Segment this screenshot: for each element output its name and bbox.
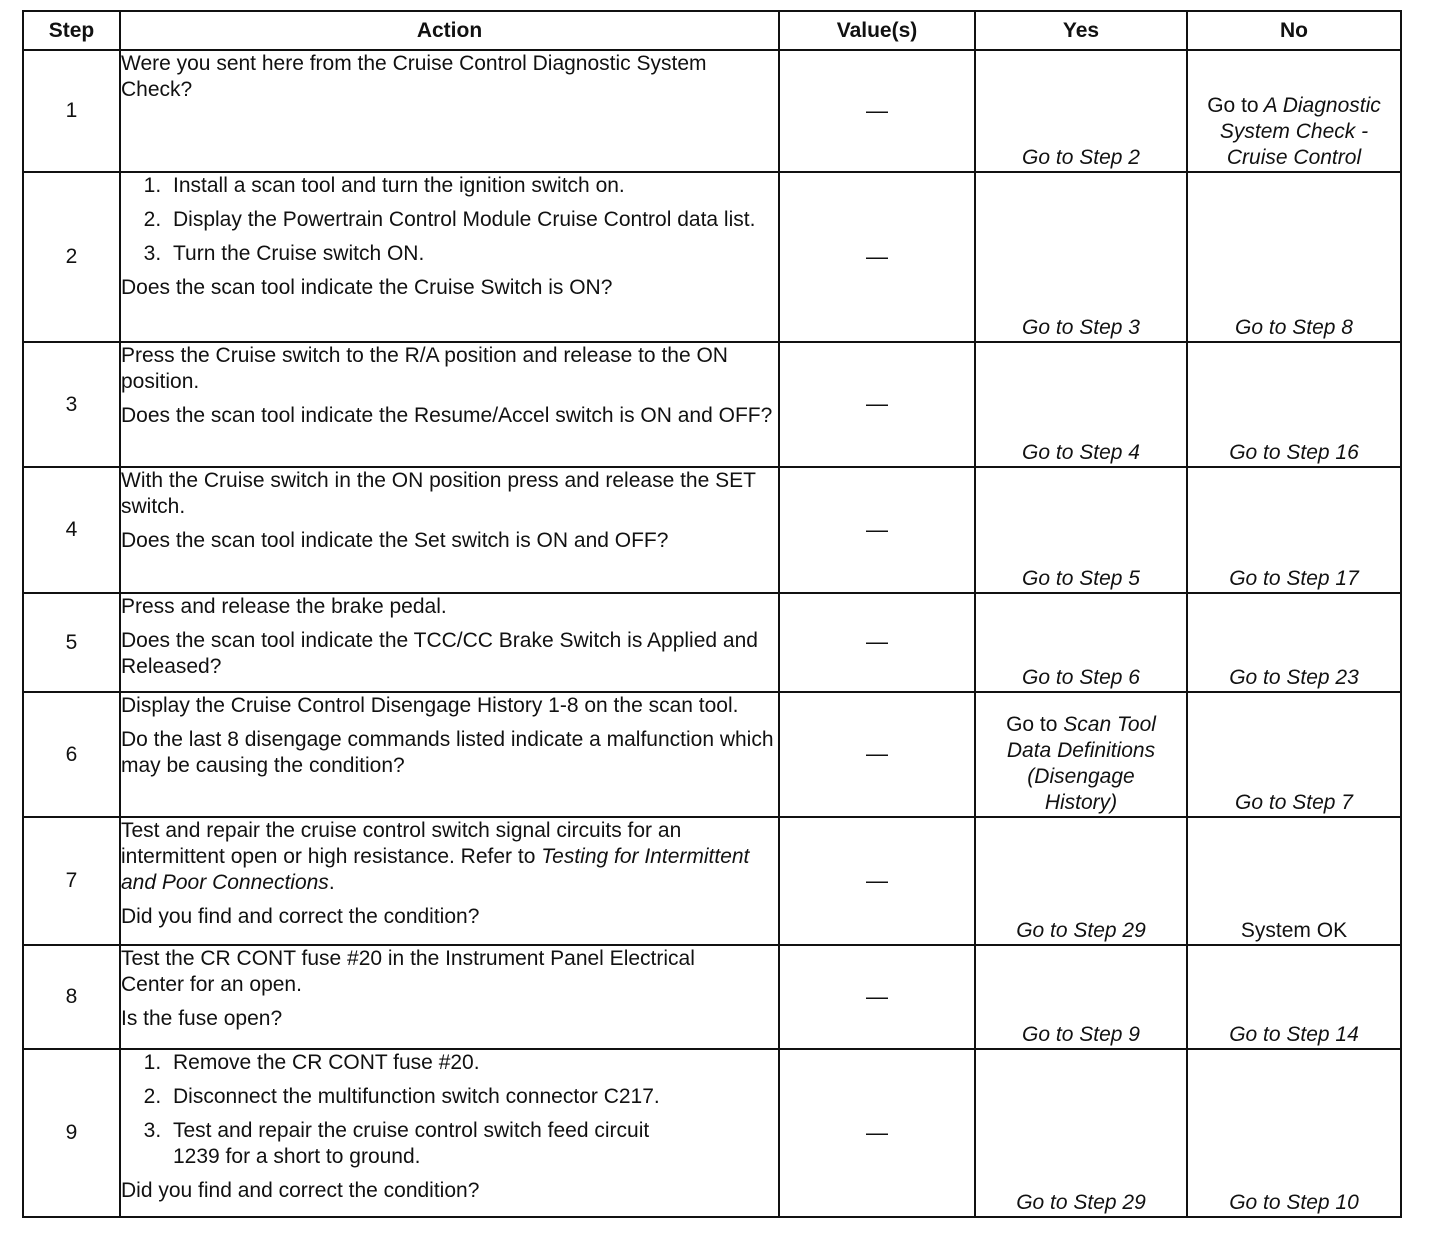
no-link[interactable]: Go to Step 14: [1187, 945, 1401, 1049]
action-text-body: Test and repair the cruise control switch signal circuits for an intermittent open or high resistance. Refer to: [121, 819, 682, 868]
step-number: 3: [23, 342, 120, 467]
no-link[interactable]: Go to Step 10: [1187, 1049, 1401, 1217]
action-list-item: 3. Turn the Cruise switch ON.: [167, 241, 778, 267]
action-list-item: 2. Disconnect the multifunction switch connector C217.: [167, 1084, 778, 1110]
table-row: [23, 342, 1401, 467]
header-yes: Yes: [975, 11, 1187, 50]
step-number: 9: [23, 1049, 120, 1217]
action-text: [121, 818, 778, 896]
action-question: Did you find and correct the condition?: [121, 905, 480, 928]
value-cell: [779, 1049, 975, 1217]
action-cell: [120, 692, 779, 817]
yes-link[interactable]: Go to Step 2: [975, 50, 1187, 172]
no-link[interactable]: Go to Step 17: [1187, 467, 1401, 593]
action-reference-link[interactable]: Testing for Intermittent and Poor Connections: [121, 845, 750, 894]
header-row: [23, 11, 1401, 50]
table-row: [23, 172, 1401, 342]
value-dash: —: [866, 516, 888, 542]
yes-link[interactable]: Go to Step 4: [975, 342, 1187, 467]
table-row: [23, 1049, 1401, 1217]
no-prefix: Go to: [1207, 94, 1259, 117]
table-row: [23, 945, 1401, 1049]
no-result: System OK: [1187, 817, 1401, 945]
yes-link[interactable]: Go to Step 9: [975, 945, 1187, 1049]
action-question: Does the scan tool indicate the TCC/CC Brake Switch is Applied and Released?: [121, 629, 758, 678]
action-cell: [120, 817, 779, 945]
header-no: No: [1187, 11, 1401, 50]
action-text: Display the Cruise Control Disengage History 1-8 on the scan tool.: [121, 694, 739, 717]
action-question: Is the fuse open?: [121, 1007, 283, 1030]
header-values: Value(s): [779, 11, 975, 50]
action-list-item: 1. Remove the CR CONT fuse #20.: [167, 1050, 778, 1076]
action-cell: [120, 1049, 779, 1217]
no-link[interactable]: A Diagnostic System Check - Cruise Control: [1219, 94, 1381, 169]
value-cell: [779, 50, 975, 172]
action-text: Test the CR CONT fuse #20 in the Instrument Panel Electrical Center for an open.: [121, 947, 695, 996]
step-number: 5: [23, 593, 120, 692]
action-list-item: 3. Test and repair the cruise control switch feed circuit 1239 for a short to ground.: [167, 1118, 778, 1170]
header-action: Action: [120, 11, 779, 50]
step-number: 4: [23, 467, 120, 593]
yes-link[interactable]: Go to Step 6: [975, 593, 1187, 692]
table-row: [23, 593, 1401, 692]
action-cell: [120, 593, 779, 692]
no-link[interactable]: Go to Step 23: [1187, 593, 1401, 692]
action-cell: [120, 467, 779, 593]
action-question: Do the last 8 disengage commands listed indicate a malfunction which may be causing the condition?: [121, 728, 774, 777]
value-dash: —: [866, 867, 888, 893]
action-cell: [120, 342, 779, 467]
value-dash: —: [866, 391, 888, 416]
value-dash: —: [866, 983, 888, 1009]
value-dash: —: [866, 741, 888, 766]
action-list: [121, 1050, 778, 1170]
value-dash: —: [866, 1119, 888, 1145]
table-row: [23, 692, 1401, 817]
action-cell: [120, 50, 779, 172]
yes-link[interactable]: Go to Step 29: [975, 1049, 1187, 1217]
action-text: With the Cruise switch in the ON position press and release the SET switch.: [121, 469, 756, 518]
no-link[interactable]: Go to Step 8: [1187, 172, 1401, 342]
table-row: [23, 817, 1401, 945]
action-list: [121, 173, 778, 267]
no-link[interactable]: Go to Step 16: [1187, 342, 1401, 467]
table-row: [23, 50, 1401, 172]
value-cell: [779, 593, 975, 692]
yes-link[interactable]: Go to Step 29: [975, 817, 1187, 945]
step-number: 2: [23, 172, 120, 342]
action-list-item: 2. Display the Powertrain Control Module Cruise Control data list.: [167, 207, 778, 233]
action-cell: [120, 172, 779, 342]
value-cell: [779, 817, 975, 945]
value-dash: —: [866, 97, 888, 123]
no-cell[interactable]: [1187, 50, 1401, 172]
action-cell: [120, 945, 779, 1049]
value-cell: [779, 467, 975, 593]
value-dash: —: [866, 243, 888, 269]
table-row: [23, 467, 1401, 593]
yes-cell[interactable]: [975, 692, 1187, 817]
value-cell: [779, 692, 975, 817]
action-text: Were you sent here from the Cruise Control Diagnostic System Check?: [121, 52, 707, 101]
yes-link[interactable]: Scan Tool Data Definitions (Disengage History): [1006, 713, 1156, 814]
step-number: 7: [23, 817, 120, 945]
no-link[interactable]: Go to Step 7: [1187, 692, 1401, 817]
action-question: Does the scan tool indicate the Cruise Switch is ON?: [121, 276, 613, 299]
yes-link[interactable]: Go to Step 5: [975, 467, 1187, 593]
action-text-end: .: [328, 871, 335, 894]
action-question: Does the scan tool indicate the Set switch is ON and OFF?: [121, 529, 669, 552]
step-number: 8: [23, 945, 120, 1049]
header-step: Step: [23, 11, 120, 50]
yes-link[interactable]: Go to Step 3: [975, 172, 1187, 342]
action-text: Press and release the brake pedal.: [121, 595, 447, 618]
step-number: 1: [23, 50, 120, 172]
value-cell: [779, 342, 975, 467]
action-question: Does the scan tool indicate the Resume/Accel switch is ON and OFF?: [121, 404, 773, 427]
diagnostic-table: [22, 10, 1402, 1218]
step-number: 6: [23, 692, 120, 817]
action-list-item: 1. Install a scan tool and turn the ignition switch on.: [167, 173, 778, 199]
value-dash: —: [866, 629, 888, 654]
value-cell: [779, 172, 975, 342]
action-question: Did you find and correct the condition?: [121, 1179, 480, 1202]
value-cell: [779, 945, 975, 1049]
action-text: Press the Cruise switch to the R/A position and release to the ON position.: [121, 344, 728, 393]
yes-prefix: Go to: [1006, 713, 1058, 736]
